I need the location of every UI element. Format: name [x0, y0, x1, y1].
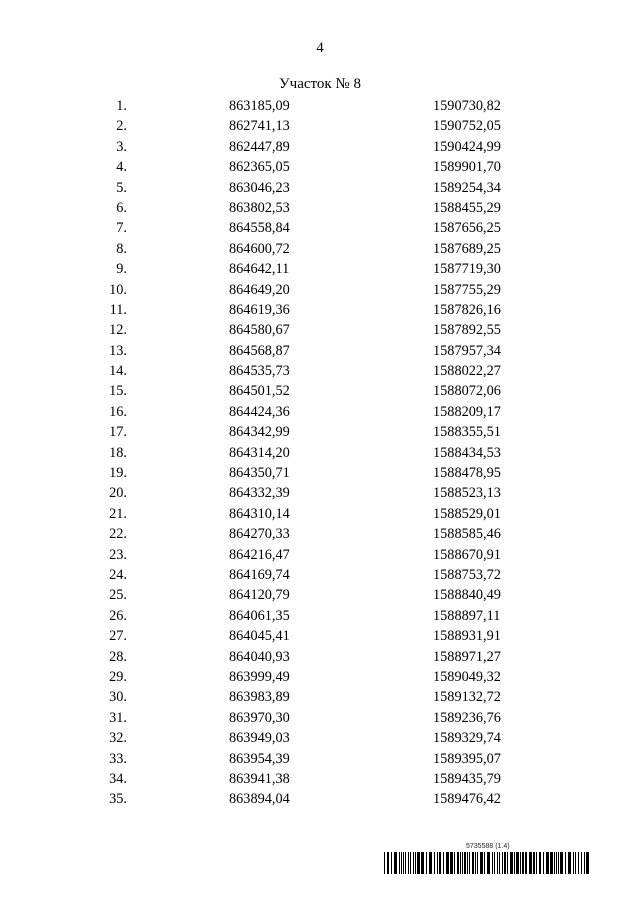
- y-coordinate: 1587656,25: [433, 220, 501, 237]
- x-coordinate: 863941,38: [229, 770, 290, 787]
- barcode-bar: [520, 852, 521, 874]
- barcode-bar: [429, 852, 432, 874]
- barcode-bar: [434, 852, 435, 874]
- table-row: [95, 606, 535, 626]
- table-row: [95, 300, 535, 320]
- x-coordinate: 863983,89: [229, 689, 290, 706]
- barcode-bar: [464, 852, 466, 874]
- table-row: [95, 198, 535, 218]
- barcode-bar: [492, 852, 493, 874]
- barcode-bar: [394, 852, 397, 874]
- point-number: 14.: [109, 363, 127, 380]
- barcode-bar: [446, 852, 449, 874]
- barcode-bar: [560, 852, 563, 874]
- y-coordinate: 1589329,74: [433, 730, 501, 747]
- table-row: [95, 463, 535, 483]
- table-row: [95, 626, 535, 646]
- point-number: 30.: [109, 689, 127, 706]
- x-coordinate: 862741,13: [229, 118, 290, 135]
- point-number: 22.: [109, 526, 127, 543]
- point-number: 32.: [109, 730, 127, 747]
- y-coordinate: 1590424,99: [433, 138, 501, 155]
- table-row: [95, 402, 535, 422]
- table-row: [95, 565, 535, 585]
- table-row: [95, 504, 535, 524]
- y-coordinate: 1589395,07: [433, 750, 501, 767]
- table-row: [95, 483, 535, 503]
- table-row: [95, 116, 535, 136]
- barcode-bar: [472, 852, 474, 874]
- point-number: 11.: [109, 301, 127, 318]
- barcode-bar: [504, 852, 506, 874]
- y-coordinate: 1587957,34: [433, 342, 501, 359]
- barcode-bar: [460, 852, 461, 874]
- barcode-bar: [417, 852, 420, 874]
- x-coordinate: 864558,84: [229, 220, 290, 237]
- point-number: 24.: [109, 566, 127, 583]
- barcode-bar: [516, 852, 519, 874]
- x-coordinate: 863970,30: [229, 709, 290, 726]
- x-coordinate: 864350,71: [229, 465, 290, 482]
- x-coordinate: 863999,49: [229, 668, 290, 685]
- point-number: 29.: [109, 668, 127, 685]
- y-coordinate: 1588931,91: [433, 628, 501, 645]
- table-row: [95, 157, 535, 177]
- barcode-bar: [533, 852, 535, 874]
- y-coordinate: 1587719,30: [433, 261, 501, 278]
- point-number: 31.: [109, 709, 127, 726]
- x-coordinate: 864169,74: [229, 566, 290, 583]
- y-coordinate: 1589132,72: [433, 689, 501, 706]
- y-coordinate: 1589049,32: [433, 668, 501, 685]
- point-number: 4.: [116, 159, 127, 176]
- x-coordinate: 863802,53: [229, 199, 290, 216]
- barcode-bar: [415, 852, 416, 874]
- section-heading: Участок № 8: [279, 76, 361, 92]
- barcode-bar: [558, 852, 559, 874]
- table-row: [95, 443, 535, 463]
- barcode-bar: [525, 852, 527, 874]
- y-coordinate: 1587892,55: [433, 322, 501, 339]
- barcode-bar: [426, 852, 427, 874]
- x-coordinate: 864216,47: [229, 546, 290, 563]
- barcode-bar: [584, 852, 585, 874]
- table-row: [95, 96, 535, 116]
- barcode-bar: [550, 852, 553, 874]
- barcode-bar: [502, 852, 503, 874]
- point-number: 15.: [109, 383, 127, 400]
- coordinates-table: [95, 96, 535, 810]
- y-coordinate: 1589236,76: [433, 709, 501, 726]
- table-row: [95, 769, 535, 789]
- table-row: [95, 647, 535, 667]
- point-number: 21.: [109, 505, 127, 522]
- barcode-bar: [586, 852, 589, 874]
- table-row: [95, 728, 535, 748]
- barcode-bar: [387, 852, 389, 874]
- barcode-bar: [494, 852, 495, 874]
- point-number: 25.: [109, 587, 127, 604]
- x-coordinate: 864332,39: [229, 485, 290, 502]
- point-number: 16.: [109, 403, 127, 420]
- point-number: 13.: [109, 342, 127, 359]
- barcode-bar: [565, 852, 566, 874]
- table-row: [95, 137, 535, 157]
- x-coordinate: 864580,67: [229, 322, 290, 339]
- barcode-bar: [578, 852, 579, 874]
- barcode-bar: [467, 852, 468, 874]
- point-number: 3.: [116, 138, 127, 155]
- point-number: 2.: [116, 118, 127, 135]
- table-row: [95, 585, 535, 605]
- x-coordinate: 863046,23: [229, 179, 290, 196]
- barcode-bar: [475, 852, 476, 874]
- table-row: [95, 259, 535, 279]
- y-coordinate: 1589901,70: [433, 159, 501, 176]
- point-number: 26.: [109, 607, 127, 624]
- y-coordinate: 1589254,34: [433, 179, 501, 196]
- point-number: 27.: [109, 628, 127, 645]
- point-number: 34.: [109, 770, 127, 787]
- y-coordinate: 1587755,29: [433, 281, 501, 298]
- point-number: 12.: [109, 322, 127, 339]
- barcode-bar: [401, 852, 402, 874]
- barcode-bar: [384, 852, 385, 874]
- barcode-bar: [450, 852, 453, 874]
- barcode-bar: [454, 852, 455, 874]
- barcode-bar: [546, 852, 549, 874]
- x-coordinate: 864310,14: [229, 505, 290, 522]
- barcode-bar: [421, 852, 424, 874]
- point-number: 20.: [109, 485, 127, 502]
- point-number: 9.: [116, 261, 127, 278]
- barcode-bar: [443, 852, 444, 874]
- barcode-bar: [499, 852, 500, 874]
- point-number: 33.: [109, 750, 127, 767]
- barcode-bar: [575, 852, 576, 874]
- table-row: [95, 545, 535, 565]
- barcode-bar: [391, 852, 392, 874]
- x-coordinate: 864314,20: [229, 444, 290, 461]
- barcode-bar: [439, 852, 441, 874]
- x-coordinate: 864619,36: [229, 301, 290, 318]
- barcode-bar: [457, 852, 459, 874]
- barcode-bar: [556, 852, 557, 874]
- barcode-bar: [410, 852, 411, 874]
- x-coordinate: 863954,39: [229, 750, 290, 767]
- y-coordinate: 1590730,82: [433, 98, 501, 114]
- x-coordinate: 864424,36: [229, 403, 290, 420]
- point-number: 8.: [116, 240, 127, 257]
- y-coordinate: 1588355,51: [433, 424, 501, 441]
- table-row: [95, 789, 535, 809]
- x-coordinate: 864642,11: [229, 261, 290, 278]
- x-coordinate: 864600,72: [229, 240, 290, 257]
- table-row: [95, 749, 535, 769]
- x-coordinate: 864342,99: [229, 424, 290, 441]
- y-coordinate: 1588478,95: [433, 465, 501, 482]
- barcode-bar: [514, 852, 515, 874]
- y-coordinate: 1588585,46: [433, 526, 501, 543]
- table-row: [95, 178, 535, 198]
- barcode-bar: [469, 852, 470, 874]
- barcode-bar: [399, 852, 400, 874]
- y-coordinate: 1588670,91: [433, 546, 501, 563]
- table-row: [95, 381, 535, 401]
- table-row: [95, 341, 535, 361]
- y-coordinate: 1588840,49: [433, 587, 501, 604]
- y-coordinate: 1588434,53: [433, 444, 501, 461]
- barcode-bar: [408, 852, 409, 874]
- y-coordinate: 1588753,72: [433, 566, 501, 583]
- table-row: [95, 361, 535, 381]
- x-coordinate: 864270,33: [229, 526, 290, 543]
- barcode-bar: [522, 852, 524, 874]
- y-coordinate: 1589476,42: [433, 791, 501, 808]
- barcode-code: 5735588 (1.4): [466, 843, 510, 850]
- x-coordinate: 864040,93: [229, 648, 290, 665]
- point-number: 18.: [109, 444, 127, 461]
- x-coordinate: 864120,79: [229, 587, 290, 604]
- table-row: [95, 422, 535, 442]
- point-number: 23.: [109, 546, 127, 563]
- point-number: 7.: [116, 220, 127, 237]
- y-coordinate: 1588897,11: [433, 607, 501, 624]
- y-coordinate: 1588455,29: [433, 199, 501, 216]
- y-coordinate: 1588022,27: [433, 363, 501, 380]
- table-row: [95, 218, 535, 238]
- barcode-bar: [487, 852, 490, 874]
- point-number: 17.: [109, 424, 127, 441]
- barcode-bar: [403, 852, 404, 874]
- table-row: [95, 687, 535, 707]
- y-coordinate: 1588529,01: [433, 505, 501, 522]
- point-number: 28.: [109, 648, 127, 665]
- barcode-bar: [437, 852, 438, 874]
- barcode-bar: [568, 852, 571, 874]
- barcode-bar: [510, 852, 513, 874]
- barcode-bar: [462, 852, 463, 874]
- x-coordinate: 864501,52: [229, 383, 290, 400]
- x-coordinate: 864568,87: [229, 342, 290, 359]
- point-number: 10.: [109, 281, 127, 298]
- barcode-bar: [477, 852, 478, 874]
- table-row: [95, 320, 535, 340]
- y-coordinate: 1590752,05: [433, 118, 501, 135]
- x-coordinate: 862365,05: [229, 159, 290, 176]
- barcode-bar: [581, 852, 582, 874]
- y-coordinate: 1588072,06: [433, 383, 501, 400]
- barcode-bar: [536, 852, 537, 874]
- table-row: [95, 239, 535, 259]
- y-coordinate: 1587689,25: [433, 240, 501, 257]
- point-number: 35.: [109, 791, 127, 808]
- barcode-bar: [484, 852, 485, 874]
- barcode-bar: [497, 852, 498, 874]
- table-row: [95, 280, 535, 300]
- x-coordinate: 863949,03: [229, 730, 290, 747]
- table-row: [95, 667, 535, 687]
- x-coordinate: 863894,04: [229, 791, 290, 808]
- x-coordinate: 864045,41: [229, 628, 290, 645]
- y-coordinate: 1589435,79: [433, 770, 501, 787]
- table-row: [95, 524, 535, 544]
- barcode-bar: [507, 852, 508, 874]
- x-coordinate: 864061,35: [229, 607, 290, 624]
- y-coordinate: 1587826,16: [433, 301, 501, 318]
- barcode-bar: [529, 852, 532, 874]
- y-coordinate: 1588971,27: [433, 648, 501, 665]
- point-number: 1.: [116, 98, 127, 114]
- table-row: [95, 708, 535, 728]
- barcode-bar: [480, 852, 483, 874]
- barcode-bar: [413, 852, 414, 874]
- x-coordinate: 863185,09: [229, 98, 290, 114]
- x-coordinate: 864649,20: [229, 281, 290, 298]
- point-number: 19.: [109, 465, 127, 482]
- y-coordinate: 1588523,13: [433, 485, 501, 502]
- x-coordinate: 862447,89: [229, 138, 290, 155]
- barcode-bar: [543, 852, 544, 874]
- point-number: 6.: [116, 199, 127, 216]
- point-number: 5.: [116, 179, 127, 196]
- barcode: [384, 852, 590, 874]
- barcode-bar: [539, 852, 541, 874]
- barcode-bar: [573, 852, 574, 874]
- y-coordinate: 1588209,17: [433, 403, 501, 420]
- barcode-bar: [405, 852, 406, 874]
- x-coordinate: 864535,73: [229, 363, 290, 380]
- page-number: 4: [316, 40, 324, 56]
- barcode-bar: [554, 852, 555, 874]
